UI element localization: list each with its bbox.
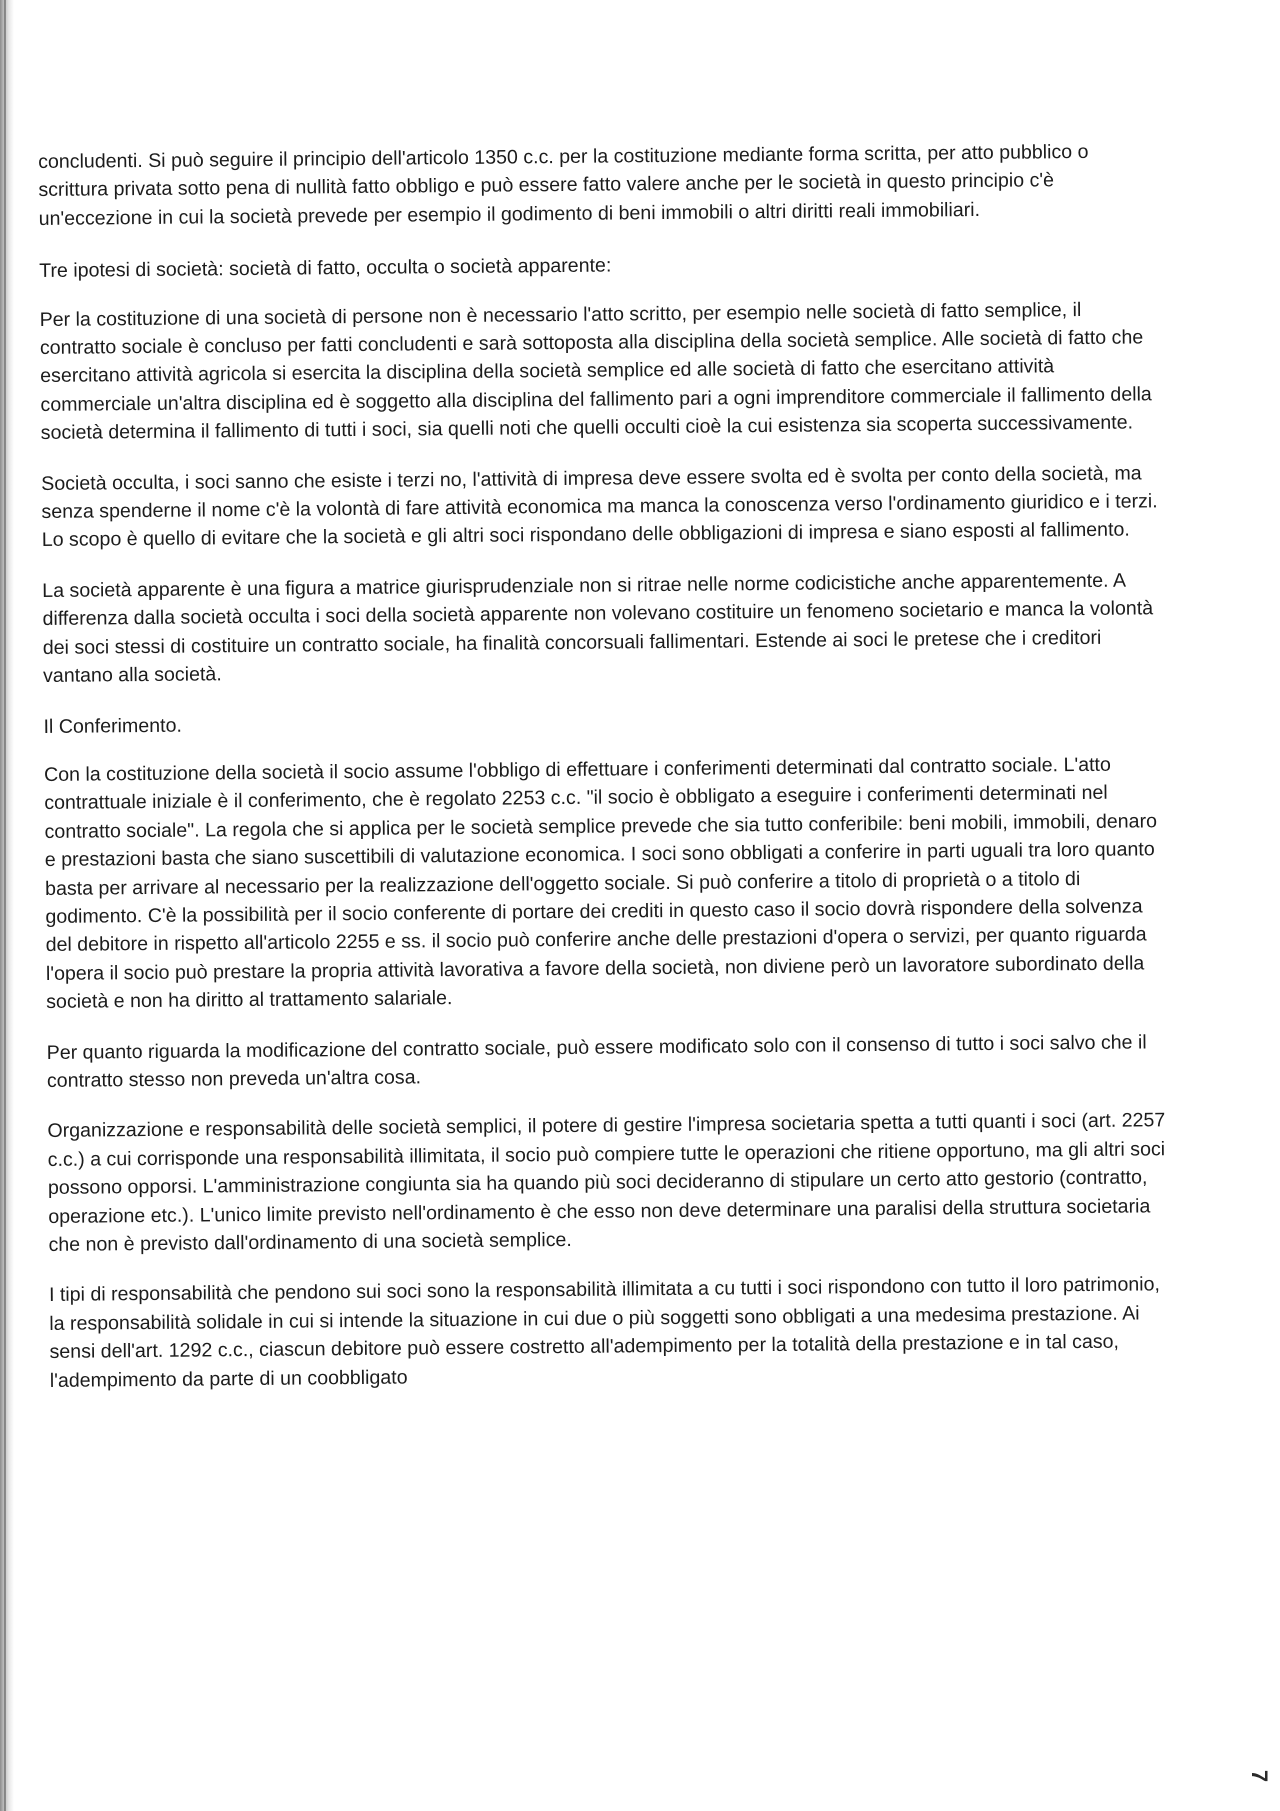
paragraph-societa-di-fatto: Per la costituzione di una società di persone non è necessario l'atto scritto, per esempio nelle società di fatto semplice, il contratto sociale è concluso per fatti concludenti e sarà sottoposta alla disciplina della società semplice. Alle società di fatto che esercitano attività agricola si esercita la disciplina della società semplice ed alle società di fatto che esercitano attività commerciale un'altra disciplina ed è soggetto alla disciplina del fallimento pari a ogni imprenditore commerciale il fallimento della società determina il fallimento di tutti i soci, sia quelli noti che quelli occulti cioè la cui esistenza sia scoperta successivamente.	[39, 298, 1152, 445]
paragraph-organizzazione-responsabilita: Organizzazione e responsabilità delle società semplici, il potere di gestire l'impresa societaria spetta a tutti quanti i soci (art. 2257 c.c.) a cui corrisponde una responsabilità illimitata, il socio può compiere tutte le operazioni che ritiene opportuno, ma gli altri soci possono opporsi. L'amministrazione congiunta sia ha quando più soci decideranno di stipulare un certo atto gestorio (contratto, operazione etc.). L'unico limite previsto nell'ordinamento è che esso non deve determinare una paralisi della struttura societaria che non è previsto dall'ordinamento di una società semplice.	[47, 1109, 1166, 1256]
paragraph-tipi-responsabilita: I tipi di responsabilità che pendono sui soci sono la responsabilità illimitata a cu tutti i soci rispondono con tutto il loro patrimonio, la responsabilità solidale in cui si intende la situazione in cui due o più soggetti sono obbligati a una medesima prestazione. Ai sensi dell'art. 1292 c.c., ciascun debitore può essere costretto all'adempimento per la totalità della prestazione e in tal caso, l'adempimento da parte di un coobbligato	[48, 1273, 1160, 1392]
paragraph-societa-occulta: Società occulta, i soci sanno che esiste i terzi no, l'attività di impresa deve essere svolta ed è svolta per conto della società, ma senza spenderne il nome c'è la volontà di fare attività economica ma manca la conoscenza verso l'ordinamento giuridico e i terzi. Lo scopo è quello di evitare che la società e gli altri soci rispondano delle obbligazioni di impresa e siano esposti al fallimento.	[41, 462, 1158, 552]
paragraph-costituzione-forma-scritta: concludenti. Si può seguire il principio dell'articolo 1350 c.c. per la costituzione mediante forma scritta, per atto pubblico o scrittura privata sotto pena di nullità fatto obbligo e può essere fatto valere anche per le società in questo principio c'è un'eccezione in cui la società prevede per esempio il godimento di beni immobili o altri diritti reali immobiliari.	[38, 140, 1089, 230]
binding-edge	[0, 0, 14, 1811]
heading-conferimento: Il Conferimento.	[43, 714, 182, 738]
heading-tre-ipotesi: Tre ipotesi di società: società di fatto, occulta o società apparente:	[39, 254, 612, 283]
page-number: 7	[1247, 1769, 1273, 1783]
binding-line	[4, 0, 6, 1811]
paragraph-societa-apparente: La società apparente è una figura a matrice giurisprudenziale non si ritrae nelle norme codicistiche anche apparentemente. A differenza dalla società occulta i soci della società apparente non volevano costituire un fenomeno societario e manca la volontà dei soci stessi di costituire un contratto sociale, ha finalità concorsuali fallimentari. Estende ai soci le pretese che i creditori vantano alla società.	[42, 569, 1154, 688]
paragraph-conferimento: Con la costituzione della società il socio assume l'obbligo di effettuare i conferimenti determinati dal contratto sociale. L'atto contrattuale iniziale è il conferimento, che è regolato 2253 c.c. "il socio è obbligato a eseguire i conferimenti determinati nel contratto sociale". La regola che si applica per le società semplice prevede che sia tutto conferibile: beni mobili, immobili, denaro e prestazioni basta che siano suscettibili di valutazione economica. I soci sono obbligati a conferire in parti uguali tra loro quanto basta per arrivare al necessario per la realizzazione dell'oggetto sociale. Si può conferire a titolo di proprietà o a titolo di godimento. C'è la possibilità per il socio conferente di portare dei crediti in questo caso il socio dovrà rispondere della solvenza del debitore in rispetto all'articolo 2255 e ss. il socio può conferire anche delle prestazioni d'opera o servizi, per quanto riguarda l'opera il socio può prestare la propria attività lavorativa a favore della società, non diviene però un lavoratore subordinato della società e non ha diritto al trattamento salariale.	[43, 753, 1158, 1014]
page-content	[38, 137, 1168, 1417]
paragraph-modificazione-contratto: Per quanto riguarda la modificazione del contratto sociale, può essere modificato solo con il consenso di tutto i soci salvo che il contratto stesso non preveda un'altra cosa.	[46, 1030, 1147, 1092]
